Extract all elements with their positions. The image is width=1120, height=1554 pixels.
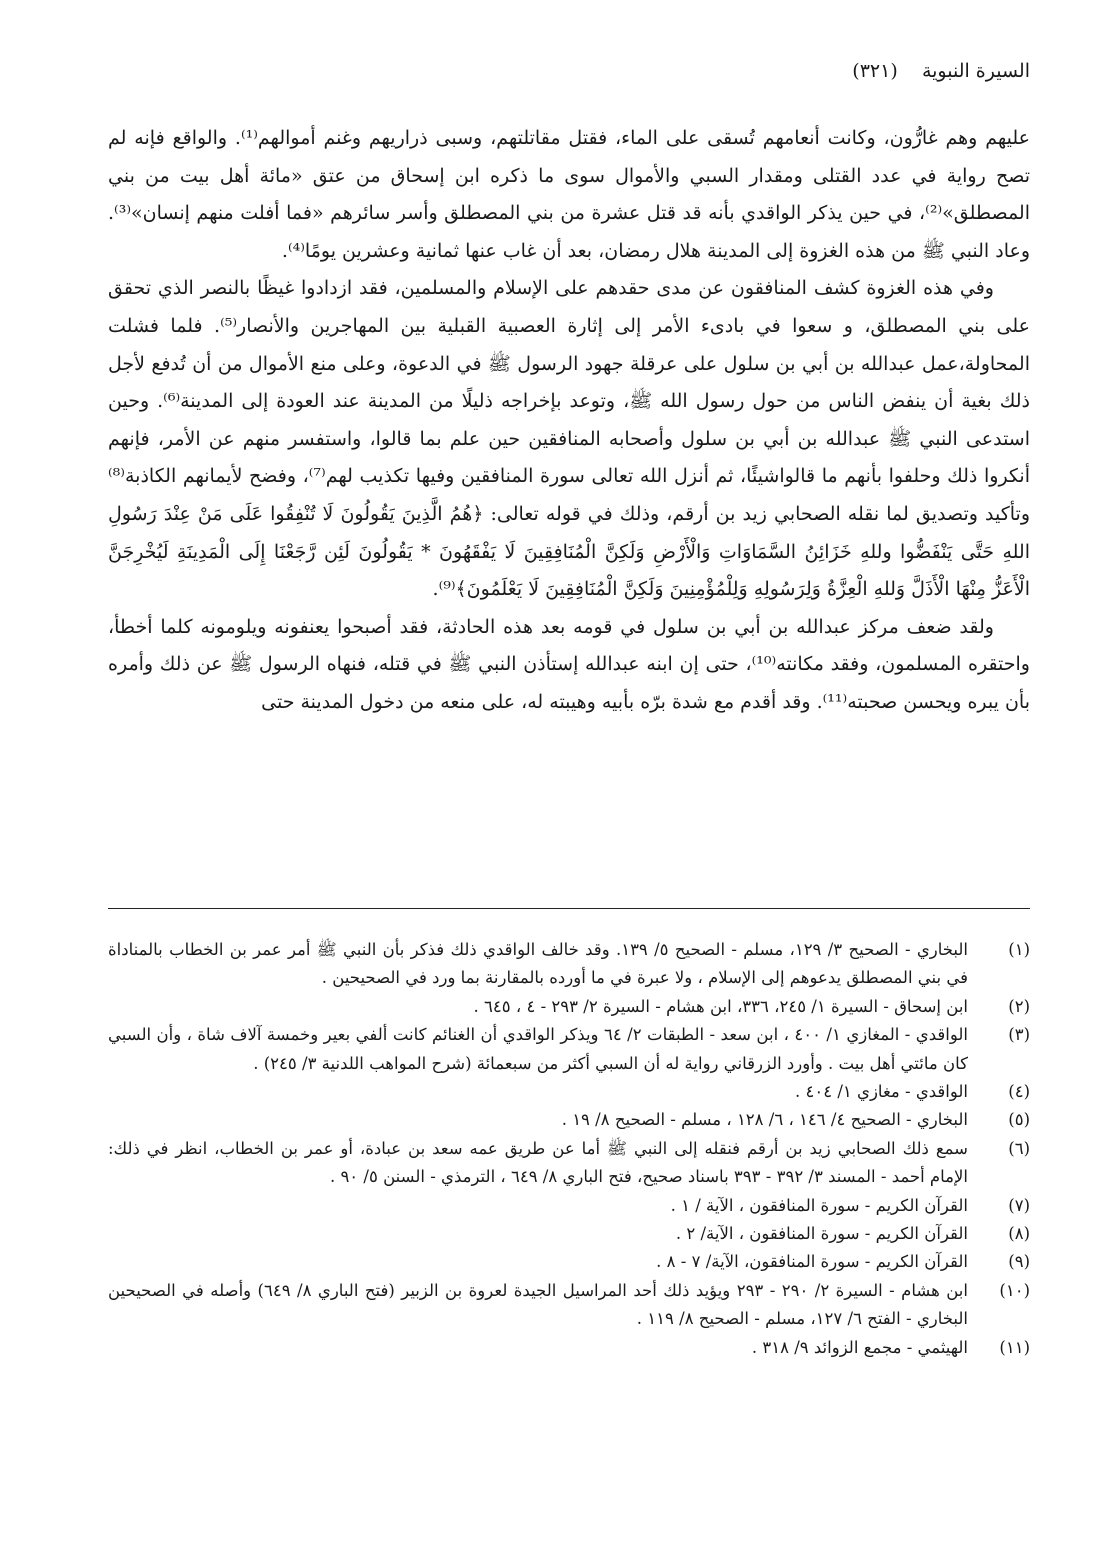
footnote	[108, 993, 1030, 1021]
footnote-text: الواقدي - مغازي ١/ ٤٠٤ .	[795, 1082, 968, 1102]
footnote	[108, 1135, 1030, 1192]
footnote	[108, 1220, 1030, 1248]
footnote-number: (١)	[1008, 940, 1030, 959]
footnote-text: ابن إسحاق - السيرة ١/ ٢٤٥، ٣٣٦، ابن هشام - السيرة ٢/ ٢٩٣ - ٤ ، ٦٤٥ .	[473, 996, 968, 1016]
footnote-number: (٤)	[1008, 1082, 1030, 1102]
footnote-text: ابن هشام - السيرة ٢/ ٢٩٠ - ٢٩٣ ويؤيد ذلك أحد المراسيل الجيدة لعروة بن الزبير (فتح الباري ٨/ ٦٤٩) وأصله في الصحيحين البخاري - الفتح ٦/ ١٢٧، مسلم - الصحيح ٨/ ١١٩ .	[108, 1280, 968, 1329]
paragraph: ولقد ضعف مركز عبدالله بن أبي بن سلول في قومه بعد هذه الحادثة، فقد أصبحوا يعنفونه ويلومونه كلما أخطأ، واحتقره المسلمون، وفقد مكانته⁽¹⁰⁾، حتى إن ابنه عبدالله إستأذن النبي ﷺ في قتله، فنهاه الرسول ﷺ عن ذلك وأمره بأن يبره ويحسن صحبته⁽¹¹⁾. وقد أقدم مع شدة برّه بأبيه وهيبته له، على منعه من دخول المدينة حتى	[108, 615, 1030, 713]
footnote-number: (١١)	[999, 1337, 1030, 1357]
footnote-text: سمع ذلك الصحابي زيد بن أرقم فنقله إلى النبي ﷺ أما عن طريق عمه سعد بن عبادة، أو عمر بن الخطاب، انظر في ذلك: الإمام أحمد - المسند ٣/ ٣٩٢ - ٣٩٣ باسناد صحيح، فتح الباري ٨/ ٦٤٩ ، الترمذي - السنن ٥/ ٩٠ .	[108, 1138, 968, 1187]
footnote-number: (٢)	[1008, 996, 1030, 1016]
footnote-text: الواقدي - المغازي ١/ ٤٠٠ ، ابن سعد - الطبقات ٢/ ٦٤ ويذكر الواقدي أن الغنائم كانت ألفي بعير وخمسة آلاف شاة ، وأن السبي كان مائتي أهل بيت . وأورد الزرقاني رواية له أن السبي أكثر من سبعمائة (شرح المواهب اللدنية ٣/ ٢٤٥) .	[108, 1025, 968, 1073]
footnote-text: القرآن الكريم - سورة المنافقون، الآية/ ٧ - ٨ .	[656, 1252, 968, 1272]
footnote-text: القرآن الكريم - سورة المنافقون ، الآية/ ٢ .	[675, 1224, 968, 1244]
footnote-text: القرآن الكريم - سورة المنافقون ، الآية / ١ .	[670, 1195, 968, 1215]
paragraph: وفي هذه الغزوة كشف المنافقون عن مدى حقدهم على الإسلام والمسلمين، فقد ازدادوا غيظًا بالنصر الذي تحقق على بني المصطلق، و سعوا في بادىء الأمر إلى إثارة العصبية القبلية بين المهاجرين والأنصار⁽⁵⁾. فلما فشلت المحاولة،عمل عبدالله بن أبي بن سلول على عرقلة جهود الرسول ﷺ في الدعوة، وعلى منع الأموال من أن تُدفع لأجل ذلك بغية أن ينفض الناس من حول رسول الله ﷺ، وتوعد بإخراجه ذليلًا من المدينة عند العودة إلى المدينة⁽⁶⁾. وحين استدعى النبي ﷺ عبدالله بن أبي بن سلول وأصحابه المنافقين حين علم بما قالوا، واستفسر منهم عن الأمر، فإنهم أنكروا ذلك وحلفوا بأنهم ما قالواشيئًا، ثم أنزل الله تعالى سورة المنافقين وفيها تكذيب لهم⁽⁷⁾، وفضح لأيمانهم الكاذبة⁽⁸⁾ وتأكيد وتصديق لما نقله الصحابي زيد بن أرقم، وذلك في قوله تعالى: ﴿هُمُ الَّذِينَ يَقُولُونَ لَا تُنْفِقُوا عَلَى مَنْ عِنْدَ رَسُولِ اللهِ حَتَّى يَنْفَضُّوا وللهِ خَزَائِنُ السَّمَاوَاتِ وَالْأَرْضِ وَلَكِنَّ الْمُنَافِقِينَ لَا يَفْقَهُونَ * يَقُولُونَ لَئِن رَّجَعْنَا إِلَى الْمَدِينَةِ لَيُخْرِجَنَّ الْأَعَزُّ مِنْهَا الْأَذَلَّ وَللهِ الْعِزَّةُ وَلِرَسُولِهِ وَلِلْمُؤْمِنِينَ وَلَكِنَّ الْمُنَافِقِينَ لَا يَعْلَمُونَ﴾⁽⁹⁾.	[108, 277, 1030, 601]
main-text	[108, 120, 1030, 722]
footnote-number: (٥)	[1008, 1110, 1030, 1130]
footnote-number: (٩)	[1008, 1252, 1030, 1272]
footnote-number: (٧)	[1008, 1195, 1030, 1215]
footnote-number: (٨)	[1008, 1224, 1030, 1244]
footnote-text: البخاري - الصحيح ٣/ ١٢٩، مسلم - الصحيح ٥/ ١٣٩. وقد خالف الواقدي ذلك فذكر بأن النبي ﷺ أمر عمر بن الخطاب بالمناداة في بني المصطلق يدعوهم إلى الإسلام ، ولا عبرة في ما أورده بالمقارنة بما ورد في الصحيحين .	[108, 940, 968, 988]
footnote-number: (٣)	[1008, 1025, 1030, 1045]
footnote-text: البخاري - الصحيح ٤/ ١٤٦ ، ٦/ ١٢٨ ، مسلم - الصحيح ٨/ ١٩ .	[561, 1110, 968, 1130]
footnote	[108, 936, 1030, 993]
footnote-number: (١٠)	[999, 1280, 1030, 1300]
footnote-number: (٦)	[1008, 1138, 1030, 1158]
footnote	[108, 1021, 1030, 1078]
footnote	[108, 1248, 1030, 1276]
footnote	[108, 1277, 1030, 1334]
footnote-text: الهيثمي - مجمع الزوائد ٩/ ٣١٨ .	[751, 1337, 968, 1357]
page-number: (٣٢١)	[852, 60, 898, 82]
footnotes-list	[108, 936, 1030, 1362]
footnote	[108, 1078, 1030, 1106]
footnote	[108, 1334, 1030, 1362]
footnote	[108, 1192, 1030, 1220]
running-title: السيرة النبوية	[921, 60, 1030, 82]
running-header	[852, 58, 1030, 84]
footnote	[108, 1106, 1030, 1134]
paragraph: عليهم وهم غارُّون، وكانت أنعامهم تُسقى على الماء، فقتل مقاتلتهم، وسبى ذراريهم وغنم أموالهم⁽¹⁾. والواقع فإنه لم تصح رواية في عدد القتلى ومقدار السبي والأموال سوى ما ذكره ابن إسحاق من عتق «مائة أهل بيت من بني المصطلق»⁽²⁾، في حين يذكر الواقدي بأنه قد قتل عشرة من بني المصطلق وأسر سائرهم «فما أفلت منهم إنسان»⁽³⁾. وعاد النبي ﷺ من هذه الغزوة إلى المدينة هلال رمضان، بعد أن غاب عنها ثمانية وعشرين يومًا⁽⁴⁾.	[108, 127, 1030, 262]
footnote-separator	[108, 908, 1030, 909]
